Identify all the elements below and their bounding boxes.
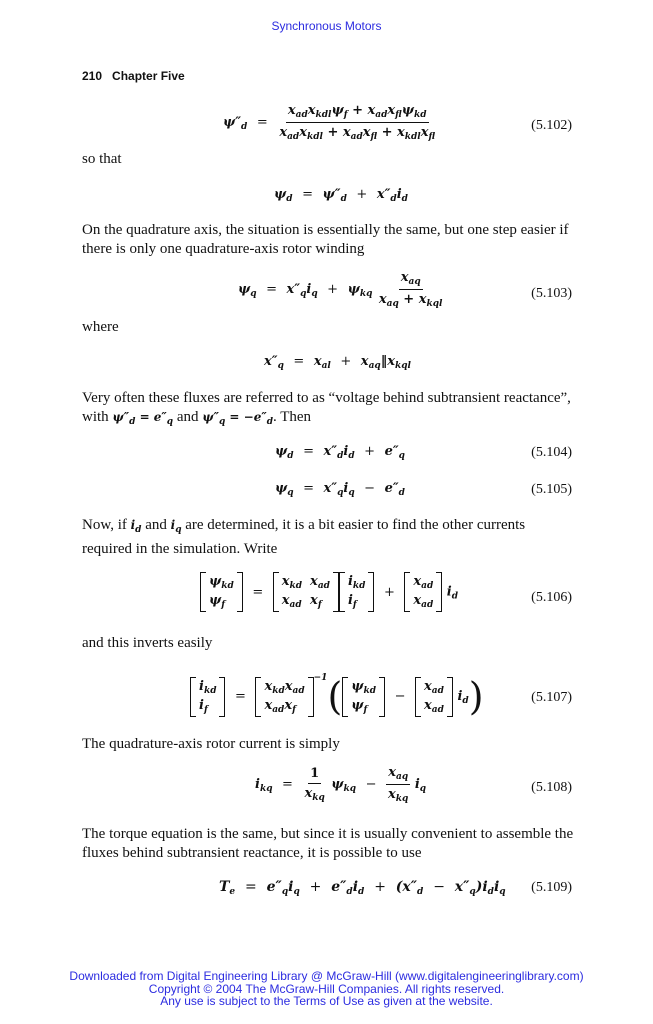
equation-number: (5.106) [531, 590, 572, 605]
equation-number: (5.104) [531, 445, 572, 460]
equation-5-106: $\psi_{kd}$ $\psi_f$ = $x_{kd}$ $x_{ad}$ $x_{ad}$ $x_f$ $i_{kd}$ $i_f$ + $x_{ad}$ $x_{ad}$ $i_d$ [200, 572, 458, 612]
equation-number: (5.103) [531, 286, 572, 301]
equation-number: (5.107) [531, 690, 572, 705]
paragraph-where: where [82, 319, 119, 335]
page-chapter-heading [82, 69, 185, 83]
equation-5-107: $i_{kd}$ $i_f$ = $x_{kd}x_{ad}$ $x_{ad}x_f$ $^{-1}$( $\psi_{kd}$ $\psi_f$ − $x_{ad}$ $x_{ad}$ $i_d$) [190, 673, 484, 717]
paragraph-inverts: and this inverts easily [82, 635, 213, 651]
paragraph-now-if: Now, if $i_d$ and $i_q$ are determined, it is a bit easier to find the other currents required in the simulation. Write [82, 517, 526, 557]
very-often-text-a: Very often these fluxes are referred to as “voltage behind subtransient reactance”, with [82, 390, 571, 425]
now-text-a: Now, if [82, 517, 127, 533]
very-often-text-b: and [176, 408, 199, 425]
paragraph-rotor-current: The quadrature-axis rotor current is simply [82, 736, 340, 752]
equation-5-108: $i_{kq}$ = $\frac{1}{x_{kq}}$ $\psi_{kq}$ − $\frac{x_{aq}}{x_{kq}}$ $i_q$ [255, 765, 427, 804]
now-text-c: are determined, it is a bit easier to find the other currents required in the simulation. Write [82, 517, 526, 557]
footer-line-1: Downloaded from Digital Engineering Library @ McGraw-Hill (www.digitalengineeringlibrary.com) [69, 969, 584, 983]
equation-number: (5.102) [531, 118, 572, 133]
equation-number: (5.109) [531, 880, 572, 895]
footer-download-notice [0, 970, 653, 1008]
running-header: Synchronous Motors [271, 19, 382, 33]
footer-line-2: Copyright © 2004 The McGraw-Hill Companies. All rights reserved. [148, 981, 505, 996]
paragraph-torque: The torque equation is the same, but since it is usually convenient to assemble the fluxes behind subtransient reactance, it is possible to use [82, 826, 574, 861]
equation-5-109: $T_e = e''_qi_q + e''_di_d + (x''_d - x''_q)i_di_q$ [219, 879, 506, 897]
very-often-text-c: . Then [273, 408, 312, 425]
fraction-numerator-one: 1 [308, 766, 321, 784]
equation-psi-d: $\psi_d = \psi''_d + x''_di_d$ [274, 187, 408, 204]
now-text-b: and [145, 517, 167, 533]
paragraph-quadrature-axis: On the quadrature axis, the situation is essentially the same, but one step easier if there is only one quadrature-axis rotor winding [82, 222, 569, 257]
footer-line-3: Any use is subject to the Terms of Use as given at the website. [160, 994, 493, 1008]
page-number: 210 [82, 69, 103, 83]
paragraph-very-often: Very often these fluxes are referred to as “voltage behind subtransient reactance”, with $\psi''_d = e''_q$ and $\psi''_q = -e''_d$. Then [82, 390, 571, 427]
chapter-label: Chapter Five [112, 69, 185, 83]
equation-5-104: $\psi_d = x''_di_d + e''_q$ [275, 444, 405, 461]
equation-5-102: $\psi''_d$ = $\frac{x_{ad}x_{kdl}\psi_f + x_{ad}x_{fl}\psi_{kd}}{x_{ad}x_{kdl} + x_{ad}x_{fl} + x_{kdl}x_{fl}}$ [223, 103, 436, 142]
equation-xq-subtransient: $x''_q = x_{al}$ + $x_{aq}‖x_{kql}$ [264, 354, 411, 371]
equation-number: (5.108) [531, 780, 572, 795]
equation-5-103: $\psi_q = x''_qi_q + \psi_{kq}$ $\frac{x_{aq}}{x_{aq} + x_{kql}}$ [238, 270, 443, 309]
equation-number: (5.105) [531, 482, 572, 497]
equation-5-105: $\psi_q = x''_qi_q - e''_d$ [275, 481, 405, 498]
inverse-exponent: −1 [313, 673, 328, 683]
paragraph-so-that: so that [82, 151, 122, 167]
